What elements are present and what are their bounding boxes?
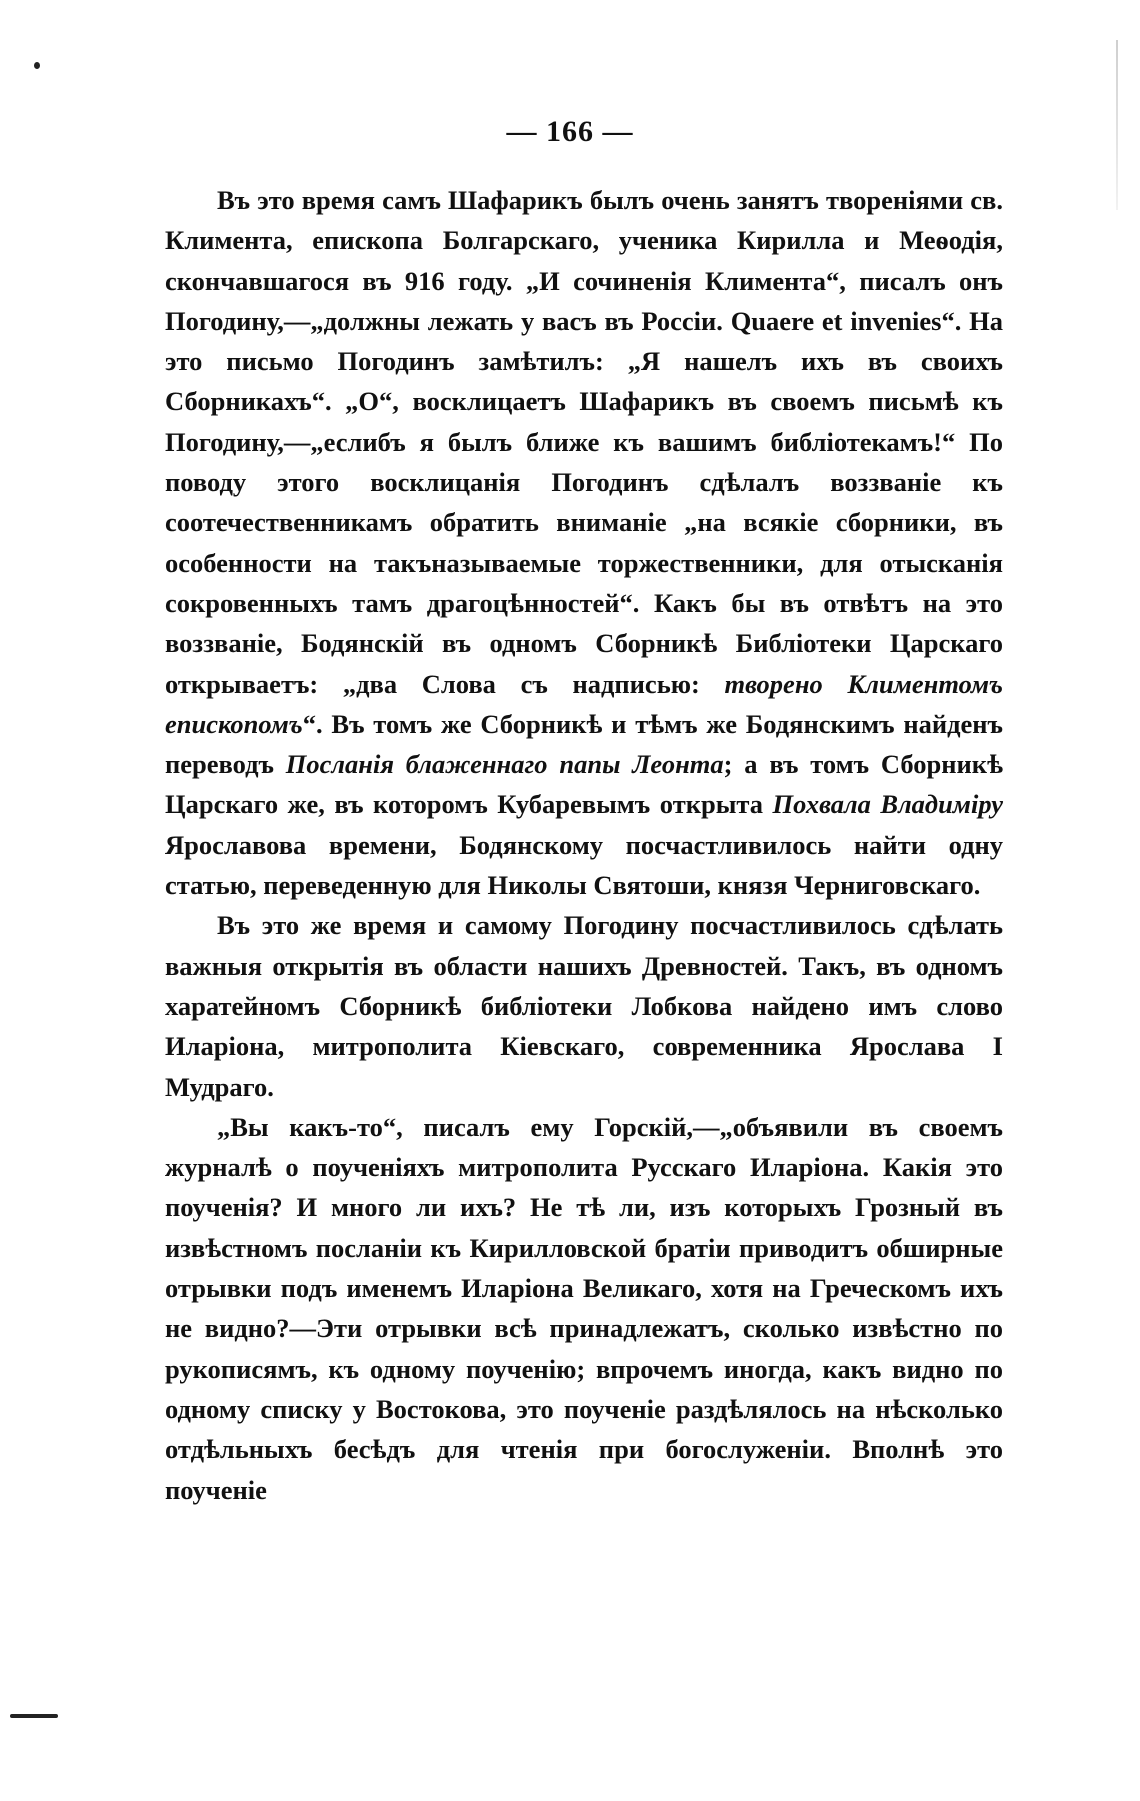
text-segment: Ярославова времени, Бодянскому посчастливилось найти одну статью, переведенную для Николы Святоши, князя Черниговскаго.	[165, 829, 1003, 901]
italic-title-segment: Похвала Владиміру	[772, 789, 1003, 820]
body-text	[165, 180, 1003, 1510]
text-segment: Въ это время самъ Шафарикъ былъ очень занятъ твореніями св. Климента, епископа Болгарскаго, ученика Кирилла и Меѳодія, скончавшагося въ 916 году. „И сочиненія Климента“, писалъ онъ Погодину,—„должны лежать у васъ въ Россіи. Quaere et invenies“. На это письмо Погодинъ замѣтилъ: „Я нашелъ ихъ въ своихъ Сборникахъ“. „О“, восклицаетъ Шафарикъ въ своемъ письмѣ къ Погодину,—„еслибъ я былъ ближе къ вашимъ библіотекамъ!“ По поводу этого восклицанія Погодинъ сдѣлалъ воззваніе къ соотечественникамъ обратить вниманіе „на всякіе сборники, въ особенности на такъназываемые торжественники, для отысканія сокровенныхъ тамъ драгоцѣнностей“. Какъ бы въ отвѣтъ на это воззваніе, Бодянскій въ одномъ Сборникѣ Библіотеки Царскаго открываетъ: „два Слова съ надписью:	[165, 185, 1003, 699]
page-number: — 166 —	[506, 115, 634, 148]
paragraph-1	[165, 180, 1003, 905]
ink-speck	[34, 62, 40, 69]
text-segment: “. Въ томъ же Сборникѣ и тѣмъ же Бодянскимъ найденъ переводъ	[165, 708, 1003, 780]
italic-title-segment: Посланія блаженнаго папы Леонта	[285, 749, 724, 780]
text-segment: ; а въ томъ Сборникѣ Царскаго же, въ которомъ Кубаревымъ открыта	[165, 749, 1003, 820]
text-segment: „Вы какъ-то“, писалъ ему Горскій,—„объявили въ своемъ журналѣ о поученіяхъ митрополита Русскаго Иларіона. Какія это поученія? И много ли ихъ? Не тѣ ли, изъ которыхъ Грозный въ извѣстномъ посланіи къ Кирилловской братіи приводитъ обширные отрывки подъ именемъ Иларіона Великаго, хотя на Греческомъ ихъ не видно?—Эти отрывки всѣ принадлежатъ, сколько извѣстно по рукописямъ, къ одному поученію; впрочемъ иногда, какъ видно по одному списку у Востокова, это поученіе раздѣлялось на нѣсколько отдѣльныхъ бесѣдъ для чтенія при богослуженіи. Вполнѣ это поученіе	[165, 1111, 1003, 1505]
italic-title-segment: творено Климентомъ епископомъ	[165, 668, 1004, 739]
paragraph-3	[165, 1107, 1003, 1510]
paragraph-2	[165, 905, 1003, 1106]
margin-dash-mark	[10, 1714, 58, 1718]
text-segment: Въ это же время и самому Погодину посчастливилось сдѣлать важныя открытія въ области нашихъ Древностей. Такъ, въ одномъ харатейномъ Сборникѣ библіотеки Лобкова найдено имъ слово Иларіона, митрополита Кіевскаго, современника Ярослава I Мудраго.	[165, 910, 1003, 1102]
